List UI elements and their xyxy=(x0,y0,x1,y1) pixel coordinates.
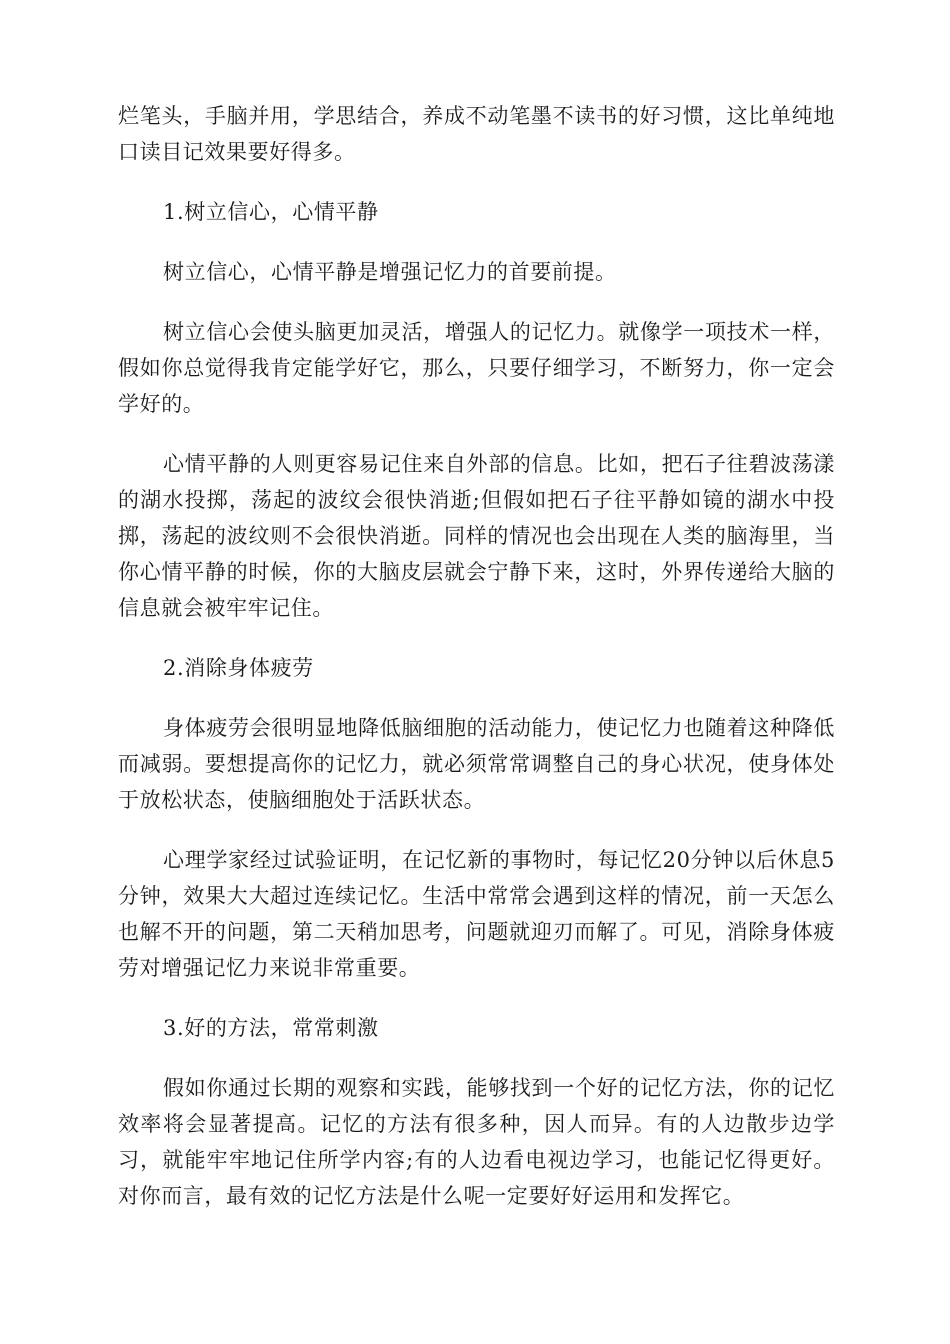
paragraph: 身体疲劳会很明显地降低脑细胞的活动能力，使记忆力也随着这种降低而减弱。要想提高你的记忆力，就必须常常调整自己的身心状况，使身体处于放松状态，使脑细胞处于活跃状态。 xyxy=(118,716,835,812)
paragraph: 心情平静的人则更容易记住来自外部的信息。比如，把石子往碧波荡漾的湖水投掷，荡起的波纹会很快消逝;但假如把石子往平静如镜的湖水中投掷，荡起的波纹则不会很快消逝。同样的情况也会出现在人类的脑海里，当你心情平静的时候，你的大脑皮层就会宁静下来，这时，外界传递给大脑的信息就会被牢牢记住。 xyxy=(118,452,835,620)
paragraph: 树立信心会使头脑更加灵活，增强人的记忆力。就像学一项技术一样，假如你总觉得我肯定能学好它，那么，只要仔细学习，不断努力，你一定会学好的。 xyxy=(118,320,835,416)
paragraph-continuation: 烂笔头，手脑并用，学思结合，养成不动笔墨不读书的好习惯，这比单纯地口读目记效果要好得多。 xyxy=(118,104,835,164)
paragraph: 树立信心，心情平静是增强记忆力的首要前提。 xyxy=(163,260,617,284)
section-heading-1: 1.树立信心，心情平静 xyxy=(163,200,379,224)
paragraph: 假如你通过长期的观察和实践，能够找到一个好的记忆方法，你的记忆效率将会显著提高。记忆的方法有很多种，因人而异。有的人边散步边学习，就能牢牢地记住所学内容;有的人边看电视边学习，也能记忆得更好。对你而言，最有效的记忆方法是什么呢一定要好好运用和发挥它。 xyxy=(118,1076,835,1208)
paragraph: 心理学家经过试验证明，在记忆新的事物时，每记忆20分钟以后休息5分钟，效果大大超过连续记忆。生活中常常会遇到这样的情况，前一天怎么也解不开的问题，第二天稍加思考，问题就迎刃而解了。可见，消除身体疲劳对增强记忆力来说非常重要。 xyxy=(118,848,835,980)
section-heading-3: 3.好的方法，常常刺激 xyxy=(163,1016,379,1040)
section-heading-2: 2.消除身体疲劳 xyxy=(163,656,314,680)
document-page xyxy=(118,98,835,1238)
